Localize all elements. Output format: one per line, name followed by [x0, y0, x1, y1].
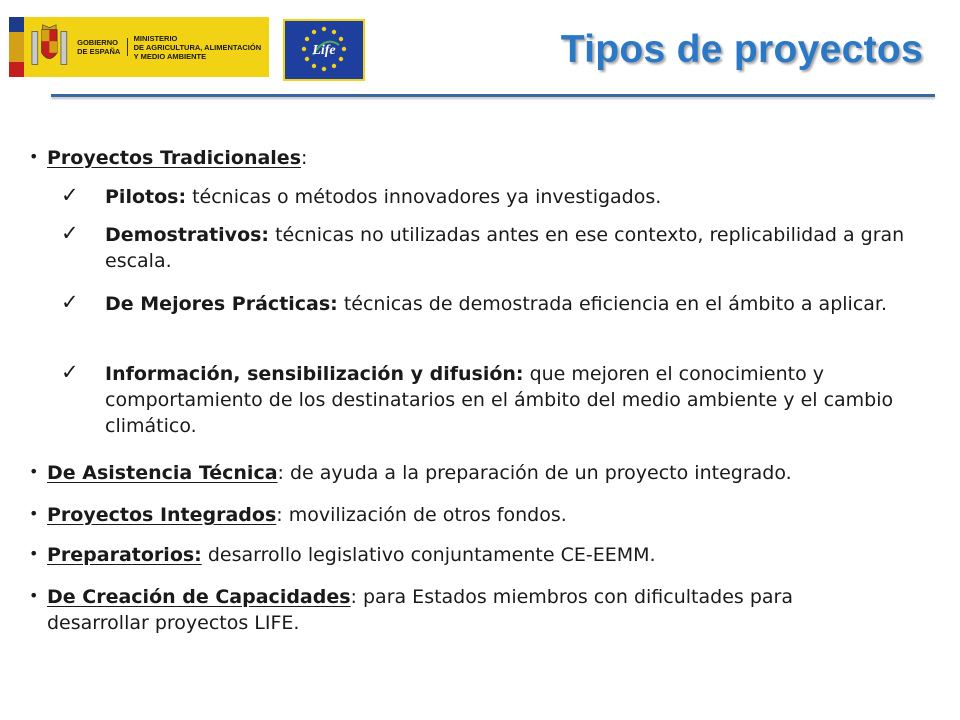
item-text: : para Estados miembros con dificultades para desarrollar proyectos LIFE. — [47, 586, 793, 634]
bullet-icon: • — [29, 586, 39, 605]
item-text: técnicas no utilizadas antes en ese contexto, replicabilidad a gran escala. — [105, 224, 905, 272]
spain-flag-icon — [9, 17, 24, 77]
life-logo-text: Life — [312, 43, 336, 58]
item-text: : de ayuda a la preparación de un proyecto integrado. — [277, 462, 792, 484]
list-item — [29, 502, 927, 528]
item-text: que mejoren el conocimiento y comportamiento de los destinatarios en el ámbito del medio ambiente y el cambio climático. — [105, 363, 894, 437]
item-label: Información, sensibilización y difusión: — [105, 363, 524, 385]
list-item — [29, 584, 867, 636]
list-item — [29, 460, 927, 486]
item-text: desarrollo legislativo conjuntamente CE-EEMM. — [201, 544, 656, 566]
item-label: De Mejores Prácticas: — [105, 293, 338, 315]
check-icon: ✓ — [61, 290, 79, 314]
bullet-icon: • — [29, 504, 39, 523]
item-label: Pilotos: — [105, 186, 187, 208]
item-label: Proyectos Tradicionales — [47, 147, 302, 169]
item-text: técnicas o métodos innovadores ya investigados. — [186, 186, 662, 208]
ministry-logo-text: MINISTERIO DE AGRICULTURA, ALIMENTACIÓN Y MEDIO AMBIENTE — [133, 33, 262, 61]
eu-life-logo — [283, 19, 365, 81]
check-icon: ✓ — [61, 221, 79, 245]
check-icon: ✓ — [61, 183, 79, 207]
list-item — [61, 290, 895, 317]
bullet-icon: • — [29, 147, 39, 166]
check-icon: ✓ — [61, 360, 79, 384]
item-label: Preparatorios: — [47, 544, 202, 566]
list-item — [29, 542, 927, 568]
item-text: : — [301, 147, 308, 169]
list-item — [29, 145, 927, 171]
list-item — [61, 183, 935, 210]
item-label: De Creación de Capacidades — [47, 586, 351, 608]
bullet-icon: • — [29, 544, 39, 563]
item-label: Proyectos Integrados — [47, 504, 277, 526]
item-text: técnicas de demostrada eficiencia en el ámbito a aplicar. — [337, 293, 888, 315]
item-text: : movilización de otros fondos. — [276, 504, 567, 526]
list-item — [61, 360, 905, 439]
coat-of-arms-icon — [30, 23, 69, 71]
title-divider — [51, 94, 935, 97]
bullet-icon: • — [29, 462, 39, 481]
list-item — [61, 221, 935, 274]
item-label: De Asistencia Técnica — [47, 462, 278, 484]
page-title: Tipos de proyectos — [560, 28, 923, 71]
government-of-spain-logo — [9, 17, 269, 77]
eu-stars-icon — [285, 21, 363, 79]
gov-logo-text: GOBIERNO DE ESPAÑA — [77, 38, 127, 56]
item-label: Demostrativos: — [105, 224, 270, 246]
